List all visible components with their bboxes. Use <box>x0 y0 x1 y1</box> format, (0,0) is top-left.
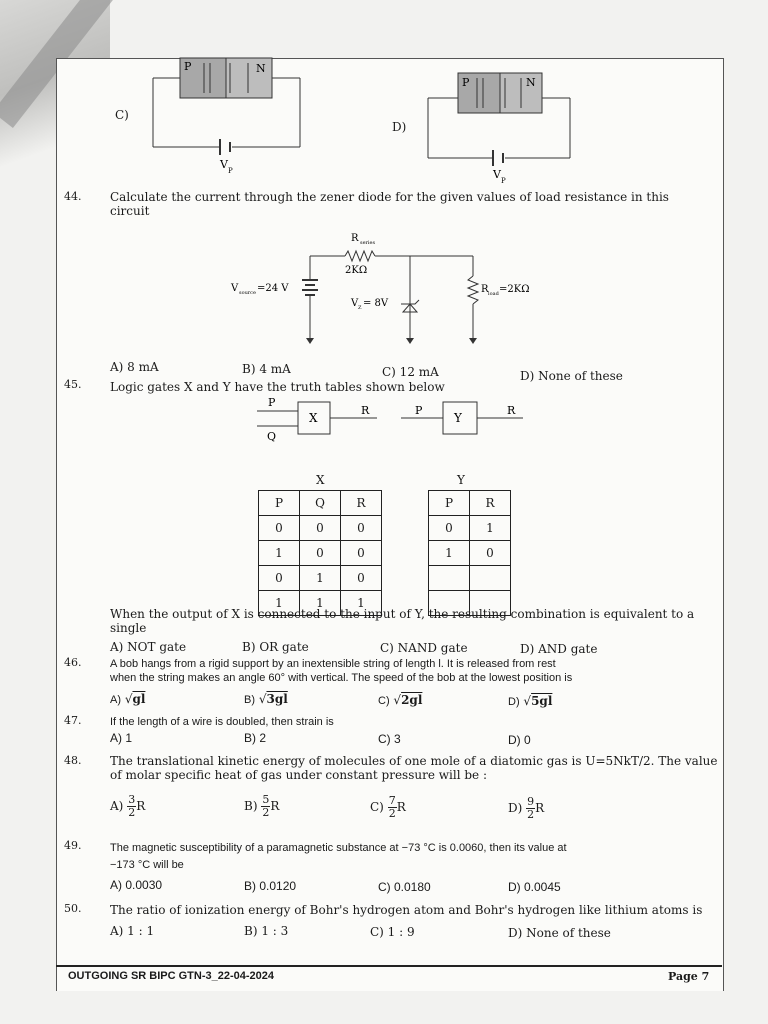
rs-sub: series <box>360 240 376 246</box>
q44-option-d[interactable]: D) None of these <box>520 369 623 383</box>
q48-number: 48. <box>64 754 82 767</box>
rl-value: =2KΩ <box>499 284 530 295</box>
q50-text: The ratio of ionization energy of Bohr's hydrogen atom and Bohr's hydrogen like lithium atoms is <box>110 903 703 917</box>
q48-option-b[interactable]: B) $\frac{5}{2}$ R <box>244 793 280 819</box>
q47-option-a[interactable]: A) 1 <box>110 731 133 745</box>
q46-number: 46. <box>64 656 82 669</box>
vz-label: V <box>351 298 359 309</box>
table-row <box>429 566 511 591</box>
q45-option-a[interactable]: A) NOT gate <box>110 640 187 654</box>
fig-d-vp-sub: P <box>501 177 506 185</box>
q48-text: The translational kinetic energy of molecules of one mole of a diatomic gas is U=5NkT/2. The value of molar specific heat of gas under constant pressure will be : <box>110 754 718 782</box>
fig-d-vp: V <box>493 168 501 181</box>
rs-value: 2KΩ <box>345 265 368 276</box>
truth-table-y <box>428 490 511 616</box>
q44-option-c[interactable]: C) 12 mA <box>382 365 439 379</box>
q49-text: The magnetic susceptibility of a paramagnetic substance at −73 °C is 0.0060, then its value at −173 °C will be <box>110 842 567 871</box>
table-row: 1 0 <box>429 541 511 566</box>
table-x-title: X <box>316 473 325 487</box>
table-y-title: Y <box>457 473 465 487</box>
q45-statement: When the output of X is connected to the input of Y, the resulting combination is equivalent to a single <box>110 607 695 635</box>
gate-x-in1: P <box>268 396 276 409</box>
table-row: 0 1 0 <box>259 566 382 591</box>
gate-x-out: R <box>361 404 370 417</box>
fig-d-p: P <box>462 76 470 89</box>
gate-y-in1: P <box>415 404 423 417</box>
q49-number: 49. <box>64 839 82 852</box>
q44-text: Calculate the current through the zener diode for the given values of load resistance in this circuit <box>110 190 669 218</box>
q50-option-c[interactable]: C) 1 : 9 <box>370 925 415 939</box>
q50-number: 50. <box>64 902 82 915</box>
footer-divider <box>56 965 722 967</box>
rl-sub: load <box>488 291 499 297</box>
q46-option-d[interactable]: D) √5gl <box>508 694 553 708</box>
table-row: 0 1 <box>429 516 511 541</box>
truth-table-x <box>258 490 382 616</box>
q44-number: 44. <box>64 190 82 203</box>
q44-option-b[interactable]: B) 4 mA <box>242 362 291 376</box>
table-row: P Q R <box>259 491 382 516</box>
fig-c-vp: V <box>220 158 228 171</box>
fig-c-label: C) <box>115 108 129 122</box>
q46-text: A bob hangs from a rigid support by an inextensible string of length l. It is released from rest when the string makes an angle 60° with vertical. The speed of the bob at the lowest position is <box>110 658 573 684</box>
q49-option-b[interactable]: B) 0.0120 <box>244 879 297 893</box>
q45-number: 45. <box>64 378 82 391</box>
fig-d-n: N <box>526 76 536 89</box>
q49-option-d[interactable]: D) 0.0045 <box>508 880 561 894</box>
q50-option-a[interactable]: A) 1 : 1 <box>110 924 155 938</box>
source-value: =24 V <box>257 283 289 294</box>
table-row: 1 1 1 <box>259 591 382 616</box>
q48-option-c[interactable]: C) $\frac{7}{2}$ R <box>370 794 406 820</box>
q47-option-d[interactable]: D) 0 <box>508 733 531 747</box>
gate-x-in2: Q <box>267 430 277 443</box>
footer-exam-code: OUTGOING SR BIPC GTN-3_22-04-2024 <box>68 970 275 982</box>
rl-label: R <box>481 284 489 295</box>
q47-option-b[interactable]: B) 2 <box>244 731 267 745</box>
q47-option-c[interactable]: C) 3 <box>378 732 401 746</box>
q46-option-a[interactable]: A) √gl <box>110 692 146 706</box>
table-row: 1 0 0 <box>259 541 382 566</box>
q47-number: 47. <box>64 714 82 727</box>
q45-logic-gates <box>255 396 525 444</box>
q50-option-d[interactable]: D) None of these <box>508 926 611 940</box>
rs-label: R <box>351 233 359 244</box>
q49-option-c[interactable]: C) 0.0180 <box>378 880 431 894</box>
gate-y-out: R <box>507 404 516 417</box>
q45-option-d[interactable]: D) AND gate <box>520 642 598 656</box>
q45-option-c[interactable]: C) NAND gate <box>380 641 468 655</box>
footer-page-number: Page 7 <box>668 970 710 983</box>
fig-d-circuit <box>425 70 575 190</box>
q49-option-a[interactable]: A) 0.0030 <box>110 878 163 892</box>
table-row: 0 0 0 <box>259 516 382 541</box>
q45-text: Logic gates X and Y have the truth tables shown below <box>110 380 445 394</box>
source-label: V <box>231 283 239 294</box>
q45-option-b[interactable]: B) OR gate <box>242 640 309 654</box>
vz-sub: Z <box>358 305 362 311</box>
fig-c-p: P <box>184 60 192 73</box>
gate-x-name: X <box>309 411 318 425</box>
fig-d-label: D) <box>392 120 407 134</box>
fig-c-n: N <box>256 62 266 75</box>
q47-text: If the length of a wire is doubled, then strain is <box>110 716 334 728</box>
q50-option-b[interactable]: B) 1 : 3 <box>244 924 289 938</box>
gate-y-name: Y <box>454 411 462 425</box>
q48-option-a[interactable]: A) $\frac{3}{2}$ R <box>110 793 146 819</box>
q44-option-a[interactable]: A) 8 mA <box>110 360 159 374</box>
fig-c-vp-sub: P <box>228 167 233 175</box>
vz-value: = 8V <box>363 298 389 309</box>
fig-c-circuit <box>150 55 310 180</box>
q44-zener-circuit <box>225 228 555 346</box>
q46-option-c[interactable]: C) √2gl <box>378 693 423 707</box>
source-sub: source <box>239 290 256 296</box>
q48-option-d[interactable]: D) $\frac{9}{2}$ R <box>508 795 545 821</box>
table-row: P R <box>429 491 511 516</box>
q46-option-b[interactable]: B) √3gl <box>244 692 288 706</box>
